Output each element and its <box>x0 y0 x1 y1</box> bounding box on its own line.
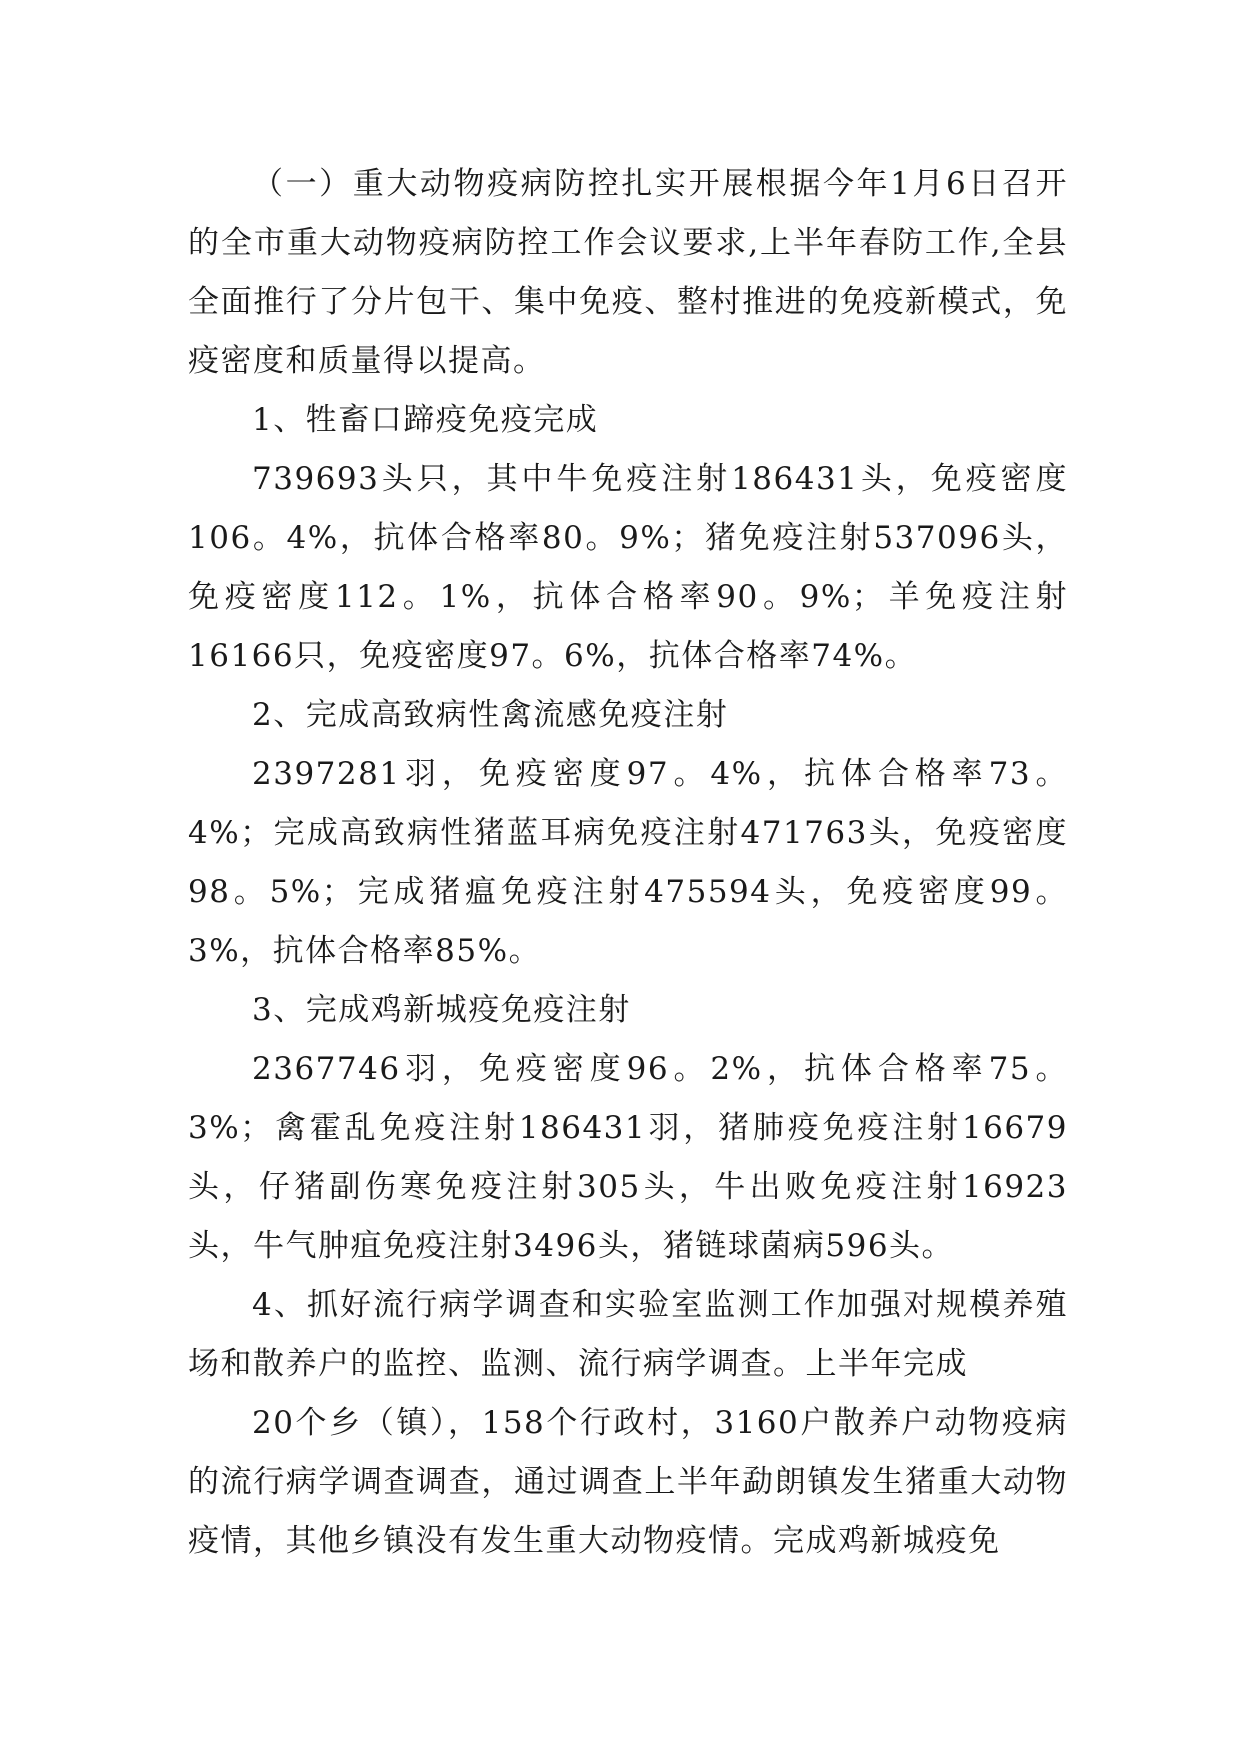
paragraph-heading-avian-flu: 2、完成高致病性禽流感免疫注射 <box>252 697 729 733</box>
paragraph-heading-epidemiology: 4、抓好流行病学调查和实验室监测工作加强对规模养殖场和散养户的监控、监测、流行病学调查。上半年完成 <box>188 1287 1068 1382</box>
paragraph-fmd-details: 739693头只，其中牛免疫注射186431头，免疫密度106。4%，抗体合格率80。9%；猪免疫注射537096头，免疫密度112。1%，抗体合格率90。9%；羊免疫注射16166只，免疫密度97。6%，抗体合格率74%。 <box>188 461 1068 674</box>
paragraph-heading-newcastle: 3、完成鸡新城疫免疫注射 <box>252 992 631 1028</box>
paragraph-heading-fmd: 1、牲畜口蹄疫免疫完成 <box>252 402 599 438</box>
document-body <box>188 155 1068 1571</box>
paragraph-epidemiology-details: 20个乡（镇），158个行政村，3160户散养户动物疫病的流行病学调查调查，通过调查上半年勐朗镇发生猪重大动物疫情，其他乡镇没有发生重大动物疫情。完成鸡新城疫免 <box>188 1405 1068 1559</box>
paragraph-newcastle-details: 2367746羽，免疫密度96。2%，抗体合格率75。3%；禽霍乱免疫注射186431羽，猪肺疫免疫注射16679头，仔猪副伤寒免疫注射305头，牛出败免疫注射16923头，牛气肿疽免疫注射3496头，猪链球菌病596头。 <box>188 1051 1068 1264</box>
paragraph-avian-flu-details: 2397281羽，免疫密度97。4%，抗体合格率73。4%；完成高致病性猪蓝耳病免疫注射471763头，免疫密度98。5%；完成猪瘟免疫注射475594头，免疫密度99。3%，抗体合格率85%。 <box>188 756 1068 969</box>
paragraph-section-intro: （一）重大动物疫病防控扎实开展根据今年1月6日召开的全市重大动物疫病防控工作会议要求,上半年春防工作,全县全面推行了分片包干、集中免疫、整村推进的免疫新模式，免疫密度和质量得以提高。 <box>188 166 1068 379</box>
